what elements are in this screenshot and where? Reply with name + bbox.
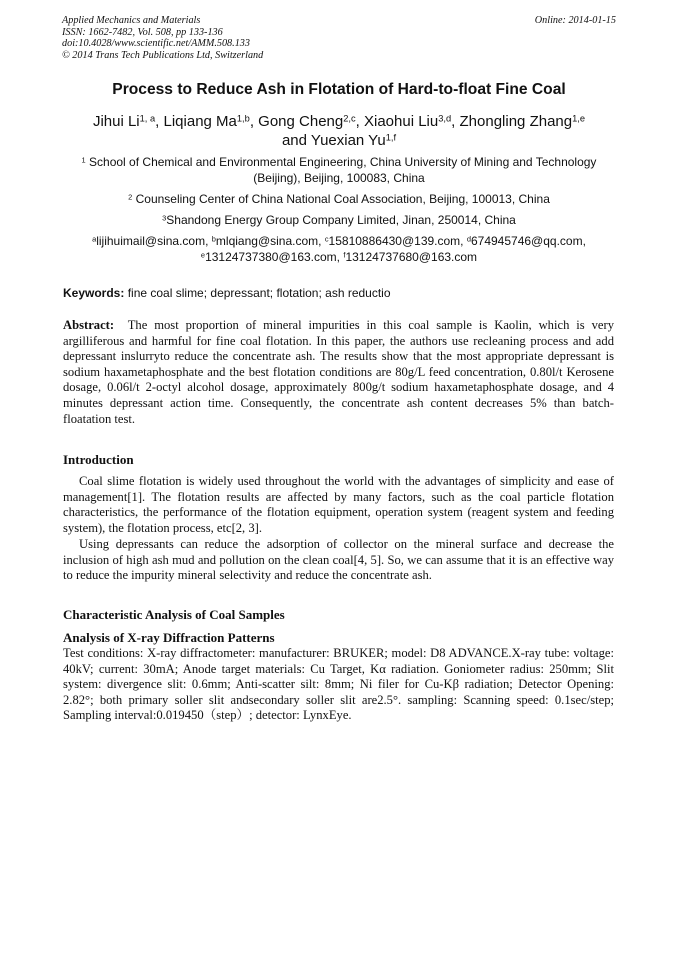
email-sup: d <box>466 234 471 244</box>
email-address: lijihuimail@sina.com, <box>96 234 209 248</box>
copyright-line: © 2014 Trans Tech Publications Ltd, Switzerland <box>62 49 264 61</box>
affiliation-text: (Beijing), Beijing, 100083, China <box>253 170 425 185</box>
author-name: Gong Cheng <box>258 113 344 130</box>
email-sup: a <box>92 234 97 244</box>
affiliation-text: School of Chemical and Environmental Engineering, China University of Mining and Technology <box>89 155 597 169</box>
author-sup: 2,c <box>343 113 356 124</box>
affiliation-sup: 1 <box>81 155 86 165</box>
author-sup: 1,f <box>385 132 397 143</box>
author-sup: 1,e <box>572 113 586 124</box>
email-sup: c <box>324 234 329 244</box>
affiliation-sup: 2 <box>128 192 133 202</box>
email-address: 674945746@qq.com, <box>470 234 586 248</box>
email-list <box>50 234 628 265</box>
paper-title: Process to Reduce Ash in Flotation of Hard-to-float Fine Coal <box>112 81 566 98</box>
author-sup: 3,d <box>438 113 452 124</box>
author-sup: 1,b <box>236 113 250 124</box>
author-name: Liqiang Ma <box>163 113 237 130</box>
affiliation-text: Shandong Energy Group Company Limited, Jinan, 250014, China <box>166 213 516 227</box>
journal-name: Applied Mechanics and Materials <box>62 15 201 26</box>
issn-line: ISSN: 1662-7482, Vol. 508, pp 133-136 <box>62 26 223 38</box>
author-name: Jihui Li <box>92 113 140 130</box>
email-address: mlqiang@sina.com, <box>215 234 322 248</box>
affiliation-text: Counseling Center of China National Coal Association, Beijing, 100013, China <box>135 192 550 206</box>
email-address: 13124737680@163.com <box>345 249 478 264</box>
subsection-heading: Analysis of X-ray Diffraction Patterns <box>63 630 275 645</box>
affiliation-1 <box>50 155 628 186</box>
author-name: Yuexian Yu <box>310 132 386 149</box>
affiliation-3 <box>50 213 628 229</box>
doi-line: doi:10.4028/www.scientific.net/AMM.508.133 <box>62 38 250 50</box>
keywords-text: fine coal slime; depressant; flotation; ash reductio <box>127 286 391 300</box>
email-address: 15810886430@139.com, <box>328 234 464 248</box>
author-sup: 1, a <box>139 113 156 124</box>
author-name: Zhongling Zhang <box>459 113 573 130</box>
online-date: Online: 2014-01-15 <box>534 15 616 26</box>
abstract-label: Abstract: <box>63 318 115 332</box>
section-heading: Characteristic Analysis of Coal Samples <box>63 607 285 622</box>
journal-header <box>62 15 263 61</box>
affiliation-sup: 3 <box>162 213 167 223</box>
abstract-text: The most proportion of mineral impurities in this coal sample is Kaolin, which is very argilliferous and harmful for fine coal flotation. In this paper, the authors use recleaning process and add depressant inslurryto reduce the concentrate ash. The results show that the most appropriate depressant is sodium haxametaphosphate and the best flotation conditions are 80g/L feed concentration, 0.80l/t Kerosene dosage, 0.06l/t 2-octyl alcohol dosage, approximately 800g/t sodium haxametaphosphate dosage, and 4 minutes depressant action time. Consequently, the concentrate ash content decreases 5% than batch-floatation test. <box>63 318 614 426</box>
abstract <box>63 318 614 427</box>
xrd-test-conditions: Test conditions: X-ray diffractometer: manufacturer: BRUKER; model: D8 ADVANCE.X-ray tube: voltage: 40kV; current: 30mA; Anode target materials: Cu Target, Kα radiation. Goniometer radius: 250mm; Slit system: divergence slit: 0.6mm; Anti-scatter silt: 8mm; Ni filer for Cu-Kβ radiation; Detector Opening: 2.82°; both primary soller slit andsecondary soller slit are2.5°. sampling: Scanning speed: 0.1sec/step; Sampling interval:0.019450（step）; detector: LynxEye. <box>63 646 614 723</box>
introduction-heading: Introduction <box>63 452 134 467</box>
affiliation-2 <box>50 192 628 208</box>
author-name: Xiaohui Liu <box>364 113 439 130</box>
keywords-label: Keywords: <box>63 286 125 300</box>
email-sup: f <box>343 249 346 259</box>
introduction-paragraph-1: Coal slime flotation is widely used throughout the world with the advantages of simplicity and ease of management[1]. The flotation results are affected by many factors, such as the coal particle flotation characteristics, the performance of the flotation equipment, operation system (reagent system and feeding system), the flotation process, etc[2, 3]. <box>63 474 614 535</box>
email-sup: e <box>200 249 206 259</box>
email-sup: b <box>211 234 216 244</box>
keywords-line <box>63 286 391 300</box>
author-list: Jihui Li$^{1, a}$, Liqiang Ma$^{1,b}$, Gong Cheng$^{2,c}$, Xiaohui Liu$^{3,d}$, Zhongling Zhang$^{1,e}$ and Yuexian Yu$^{1,f}$ <box>92 113 586 149</box>
email-address: 13124737380@163.com, <box>205 249 341 264</box>
introduction-paragraph-2: Using depressants can reduce the adsorption of collector on the mineral surface and decrease the inclusion of high ash mud and pollution on the clean coal[4, 5]. So, we can assume that it is an effective way to reduce the impurity mineral selectivity and reduce the concentrate ash. <box>63 537 614 583</box>
author-and: and <box>281 132 307 149</box>
